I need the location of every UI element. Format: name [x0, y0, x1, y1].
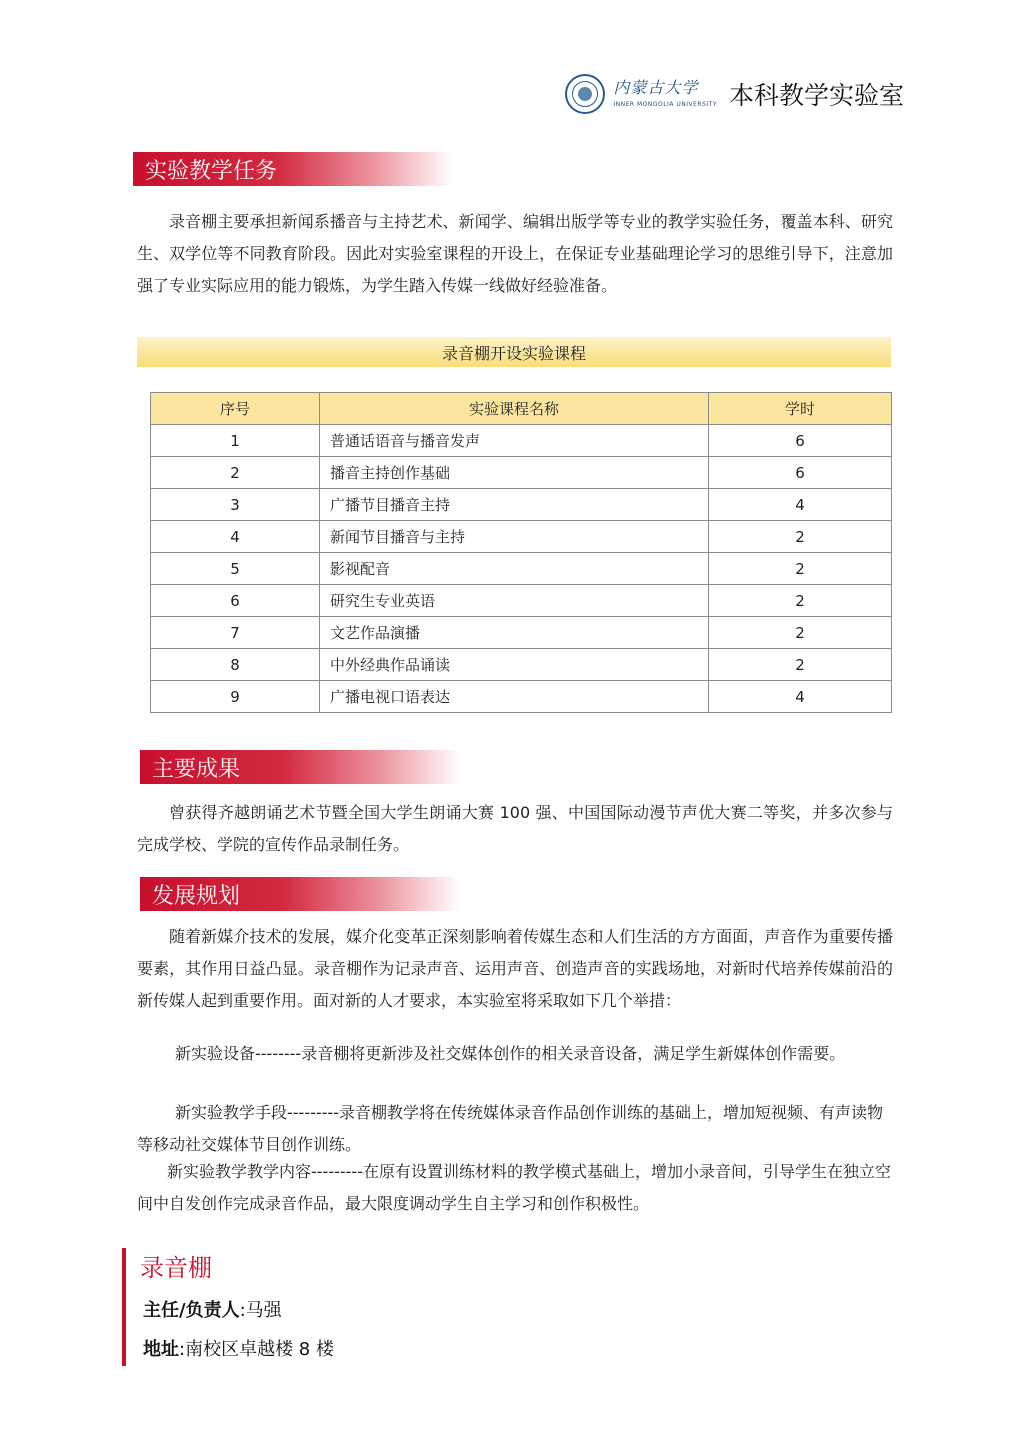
- university-en-name: INNER MONGOLIA UNIVERSITY: [613, 101, 717, 108]
- cell-index: 3: [151, 489, 320, 521]
- address-value: 南校区卓越楼 8 楼: [185, 1339, 334, 1360]
- section-heading-achievements: [140, 750, 460, 784]
- lab-card-accent-bar: [122, 1248, 126, 1366]
- cell-index: 9: [151, 681, 320, 713]
- col-header-hours: 学时: [709, 393, 892, 425]
- col-header-course: 实验课程名称: [320, 393, 709, 425]
- cell-hours: 6: [709, 425, 892, 457]
- page-header: [565, 72, 904, 116]
- cell-hours: 2: [709, 521, 892, 553]
- table-row: [151, 649, 892, 681]
- table-row: [151, 457, 892, 489]
- director-label: 主任/负责人: [143, 1300, 240, 1321]
- lab-director: [143, 1296, 282, 1322]
- address-separator: :: [179, 1339, 186, 1360]
- cell-hours: 2: [709, 617, 892, 649]
- cell-index: 8: [151, 649, 320, 681]
- lab-name: 录音棚: [140, 1254, 212, 1282]
- address-label: 地址: [143, 1339, 179, 1360]
- table-row: [151, 681, 892, 713]
- lab-address: [143, 1335, 334, 1361]
- director-value: 马强: [245, 1300, 282, 1321]
- planning-item-methods: 新实验教学手段---------录音棚教学将在传统媒体录音作品创作训练的基础上，增加短视频、有声读物等移动社交媒体节目创作训练。: [137, 1103, 883, 1154]
- university-seal-icon: [565, 74, 605, 114]
- planning-item-content: 新实验教学教学内容---------在原有设置训练材料的教学模式基础上，增加小录音间，引导学生在独立空间中自发创作完成录音作品，最大限度调动学生自主学习和创作积极性。: [137, 1162, 891, 1213]
- col-header-index: 序号: [151, 393, 320, 425]
- cell-index: 5: [151, 553, 320, 585]
- section-heading-achievements-text: 主要成果: [152, 756, 241, 782]
- achievements-paragraph: 曾获得齐越朗诵艺术节暨全国大学生朗诵大赛 100 强、中国国际动漫节声优大赛二等奖，并多次参与完成学校、学院的宣传作品录制任务。: [137, 803, 893, 854]
- cell-course-name: 研究生专业英语: [320, 585, 709, 617]
- cell-index: 2: [151, 457, 320, 489]
- cell-hours: 2: [709, 585, 892, 617]
- courses-title-band: [137, 337, 891, 367]
- table-row: [151, 617, 892, 649]
- planning-intro: 随着新媒介技术的发展，媒介化变革正深刻影响着传媒生态和人们生活的方方面面，声音作为重要传播要素，其作用日益凸显。录音棚作为记录声音、运用声音、创造声音的实践场地，对新时代培养传媒前沿的新传媒人起到重要作用。面对新的人才要求，本实验室将采取如下几个举措：: [137, 927, 893, 1010]
- table-row: [151, 553, 892, 585]
- cell-hours: 2: [709, 553, 892, 585]
- director-separator: :: [239, 1300, 246, 1321]
- section-heading-tasks: [133, 152, 453, 186]
- cell-course-name: 广播节目播音主持: [320, 489, 709, 521]
- cell-course-name: 影视配音: [320, 553, 709, 585]
- university-logo-text: [613, 80, 717, 108]
- cell-course-name: 新闻节目播音与主持: [320, 521, 709, 553]
- courses-table: [150, 392, 892, 713]
- table-row: [151, 585, 892, 617]
- section-heading-tasks-text: 实验教学任务: [145, 158, 278, 184]
- university-name: 内蒙古大学: [613, 78, 699, 97]
- cell-hours: 6: [709, 457, 892, 489]
- courses-title: 录音棚开设实验课程: [441, 343, 586, 363]
- courses-table-body: [151, 425, 892, 713]
- cell-index: 1: [151, 425, 320, 457]
- cell-course-name: 文艺作品演播: [320, 617, 709, 649]
- cell-course-name: 广播电视口语表达: [320, 681, 709, 713]
- section-heading-planning: [140, 877, 460, 911]
- table-header-row: [151, 393, 892, 425]
- header-lab-title: 本科教学实验室: [728, 81, 904, 110]
- cell-hours: 4: [709, 489, 892, 521]
- table-row: [151, 489, 892, 521]
- cell-course-name: 中外经典作品诵读: [320, 649, 709, 681]
- section-heading-planning-text: 发展规划: [152, 883, 241, 909]
- planning-item-equipment: 新实验设备--------录音棚将更新涉及社交媒体创作的相关录音设备，满足学生新媒体创作需要。: [175, 1044, 846, 1063]
- tasks-paragraph: 录音棚主要承担新闻系播音与主持艺术、新闻学、编辑出版学等专业的教学实验任务，覆盖本科、研究生、双学位等不同教育阶段。因此对实验室课程的开设上，在保证专业基础理论学习的思维引导下，注意加强了专业实际应用的能力锻炼，为学生踏入传媒一线做好经验准备。: [137, 212, 893, 295]
- table-row: [151, 425, 892, 457]
- cell-index: 6: [151, 585, 320, 617]
- cell-hours: 4: [709, 681, 892, 713]
- cell-index: 7: [151, 617, 320, 649]
- cell-index: 4: [151, 521, 320, 553]
- cell-course-name: 普通话语音与播音发声: [320, 425, 709, 457]
- cell-course-name: 播音主持创作基础: [320, 457, 709, 489]
- table-row: [151, 521, 892, 553]
- cell-hours: 2: [709, 649, 892, 681]
